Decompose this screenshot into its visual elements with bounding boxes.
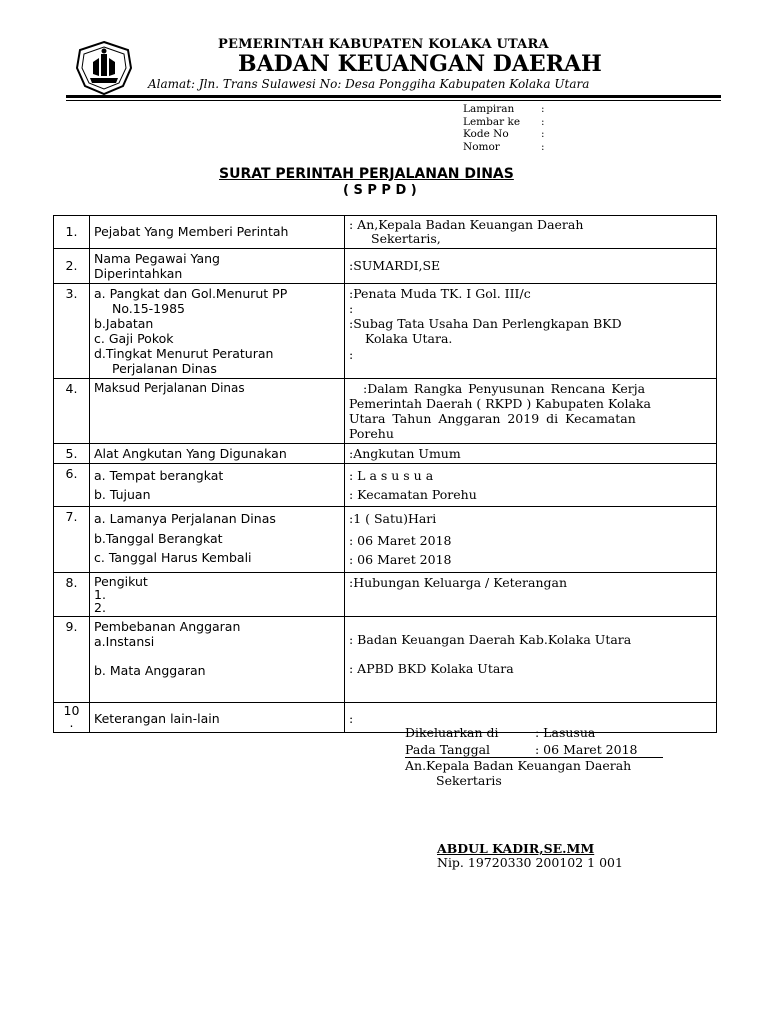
signer-role-1: An.Kepala Badan Keuangan Daerah bbox=[405, 758, 632, 773]
row-label-line: a. Tempat berangkat bbox=[94, 468, 224, 483]
regency-logo bbox=[73, 40, 135, 96]
issue-place-row bbox=[405, 724, 638, 741]
signer-role-2: Sekertaris bbox=[436, 773, 502, 788]
row-label-line: Nama Pegawai Yang bbox=[94, 251, 220, 266]
issue-date-row bbox=[405, 741, 638, 758]
row-label-line: 2. bbox=[94, 599, 106, 615]
row-number: 8. bbox=[54, 572, 90, 616]
row-value bbox=[345, 507, 717, 573]
row-value-line: : L a s u s u a bbox=[349, 468, 434, 483]
row-value-line: :Dalam Rangka Penyusunan Rencana Kerja bbox=[363, 381, 646, 396]
meta-sep: : bbox=[541, 140, 545, 153]
meta-sep: : bbox=[541, 103, 545, 115]
table-row bbox=[54, 572, 717, 616]
row-label-line: Pembebanan Anggaran bbox=[94, 618, 241, 634]
row-value-line: : An,Kepala Badan Keuangan Daerah bbox=[349, 217, 584, 232]
table-row bbox=[54, 216, 717, 249]
row-value bbox=[345, 444, 717, 464]
org-address: Alamat: Jln. Trans Sulawesi No: Desa Ponggiha Kabupaten Kolaka Utara bbox=[148, 77, 590, 91]
row-label bbox=[90, 507, 345, 573]
row-value-line: Utara Tahun Anggaran 2019 di Kecamatan bbox=[349, 411, 636, 426]
row-value bbox=[345, 379, 717, 444]
table-row bbox=[54, 379, 717, 444]
meta-row bbox=[463, 103, 545, 116]
meta-label: Lampiran bbox=[463, 103, 515, 115]
row-value-line: :SUMARDI,SE bbox=[349, 258, 441, 273]
row-value-line: :Angkutan Umum bbox=[349, 446, 461, 461]
row-label-line: b. Mata Anggaran bbox=[94, 662, 206, 678]
table-row bbox=[54, 284, 717, 379]
header-rule-thick bbox=[66, 95, 721, 98]
row-value-line: :1 ( Satu)Hari bbox=[349, 511, 437, 526]
org-line-1: PEMERINTAH KABUPATEN KOLAKA UTARA bbox=[218, 37, 549, 52]
row-value-line: : bbox=[349, 347, 354, 362]
row-label bbox=[90, 379, 345, 444]
sppd-table bbox=[53, 215, 717, 733]
row-value-line: :Hubungan Keluarga / Keterangan bbox=[349, 574, 568, 590]
row-value-line: Pemerintah Daerah ( RKPD ) Kabupaten Kolaka bbox=[349, 396, 651, 411]
row-value bbox=[345, 216, 717, 249]
row-number bbox=[54, 702, 90, 732]
row-label-text: Pejabat Yang Memberi Perintah bbox=[94, 224, 289, 239]
row-value-line: Porehu bbox=[349, 426, 394, 441]
row-value bbox=[345, 464, 717, 507]
row-label-line: Pengikut bbox=[94, 573, 148, 589]
issue-date-label: Pada Tanggal bbox=[405, 742, 491, 757]
meta-label: Kode No bbox=[463, 128, 509, 140]
table-row bbox=[54, 444, 717, 464]
row-label bbox=[90, 616, 345, 702]
row-label bbox=[90, 464, 345, 507]
row-value bbox=[345, 572, 717, 616]
row-number-line: 10 bbox=[63, 702, 80, 718]
row-label bbox=[90, 572, 345, 616]
row-value-line: Sekertaris, bbox=[371, 231, 441, 246]
row-value-line: : bbox=[349, 301, 354, 316]
issue-date-value: : 06 Maret 2018 bbox=[535, 742, 638, 757]
row-number: 2. bbox=[54, 249, 90, 284]
row-value-line: : 06 Maret 2018 bbox=[349, 552, 452, 567]
row-value-line: : 06 Maret 2018 bbox=[349, 532, 452, 548]
row-label bbox=[90, 284, 345, 379]
row-label-line: b.Jabatan bbox=[94, 316, 154, 331]
row-label-line: 1. bbox=[94, 586, 106, 602]
row-value bbox=[345, 284, 717, 379]
row-label-line: b.Tanggal Berangkat bbox=[94, 530, 223, 546]
row-label-text: Alat Angkutan Yang Digunakan bbox=[94, 446, 287, 461]
signer-nip: Nip. 19720330 200102 1 001 bbox=[437, 855, 623, 870]
row-label-line: a. Lamanya Perjalanan Dinas bbox=[94, 511, 276, 526]
table-row bbox=[54, 464, 717, 507]
org-line-2: BADAN KEUANGAN DAERAH bbox=[238, 51, 602, 77]
row-label bbox=[90, 702, 345, 732]
doc-title: SURAT PERINTAH PERJALANAN DINAS bbox=[219, 166, 514, 182]
row-label-line: Diperintahkan bbox=[94, 266, 183, 281]
meta-sep: : bbox=[541, 128, 545, 140]
row-label-line: No.15-1985 bbox=[112, 301, 185, 316]
issue-place-value: : Lasusua bbox=[535, 725, 596, 740]
row-value-line: Kolaka Utara. bbox=[365, 331, 453, 346]
signer-name: ABDUL KADIR,SE.MM bbox=[437, 841, 595, 856]
row-number: 1. bbox=[54, 216, 90, 249]
row-label-line: c. Tanggal Harus Kembali bbox=[94, 550, 252, 565]
row-label bbox=[90, 444, 345, 464]
row-number-line: . bbox=[69, 714, 74, 730]
row-value-line: : APBD BKD Kolaka Utara bbox=[349, 660, 514, 676]
row-value bbox=[345, 249, 717, 284]
header-rule-thin bbox=[66, 100, 721, 101]
row-label-text: Maksud Perjalanan Dinas bbox=[94, 381, 245, 395]
row-number: 7. bbox=[54, 507, 90, 573]
table-row bbox=[54, 507, 717, 573]
row-label bbox=[90, 249, 345, 284]
row-number: 3. bbox=[54, 284, 90, 379]
row-label-line: a.Instansi bbox=[94, 633, 155, 649]
row-value-line: :Penata Muda TK. I Gol. III/c bbox=[349, 286, 531, 301]
row-label-line: c. Gaji Pokok bbox=[94, 331, 174, 346]
row-number: 4. bbox=[54, 379, 90, 444]
row-label-line: d.Tingkat Menurut Peraturan bbox=[94, 346, 274, 361]
meta-row bbox=[463, 141, 545, 154]
row-label-line: a. Pangkat dan Gol.Menurut PP bbox=[94, 286, 288, 301]
issue-block bbox=[405, 724, 638, 758]
row-value-line: : bbox=[349, 710, 354, 726]
row-label bbox=[90, 216, 345, 249]
row-value bbox=[345, 616, 717, 702]
meta-row bbox=[463, 116, 545, 129]
row-number: 5. bbox=[54, 444, 90, 464]
row-label-line: b. Tujuan bbox=[94, 487, 151, 502]
row-value-line: : Kecamatan Porehu bbox=[349, 487, 477, 502]
table-row bbox=[54, 249, 717, 284]
meta-label: Lembar ke bbox=[463, 115, 521, 128]
doc-subtitle: ( S P P D ) bbox=[343, 183, 417, 198]
issue-place-label: Dikeluarkan di bbox=[405, 725, 499, 740]
meta-sep: : bbox=[541, 115, 545, 128]
row-label-text: Keterangan lain-lain bbox=[94, 710, 220, 726]
meta-label: Nomor bbox=[463, 140, 500, 153]
table-row bbox=[54, 616, 717, 702]
row-value-line: :Subag Tata Usaha Dan Perlengkapan BKD bbox=[349, 316, 622, 331]
row-number: 6. bbox=[54, 464, 90, 507]
meta-block bbox=[463, 103, 545, 153]
row-label-line: Perjalanan Dinas bbox=[112, 361, 217, 376]
row-number: 9. bbox=[54, 616, 90, 702]
meta-row bbox=[463, 128, 545, 141]
row-value-line: : Badan Keuangan Daerah Kab.Kolaka Utara bbox=[349, 631, 632, 647]
